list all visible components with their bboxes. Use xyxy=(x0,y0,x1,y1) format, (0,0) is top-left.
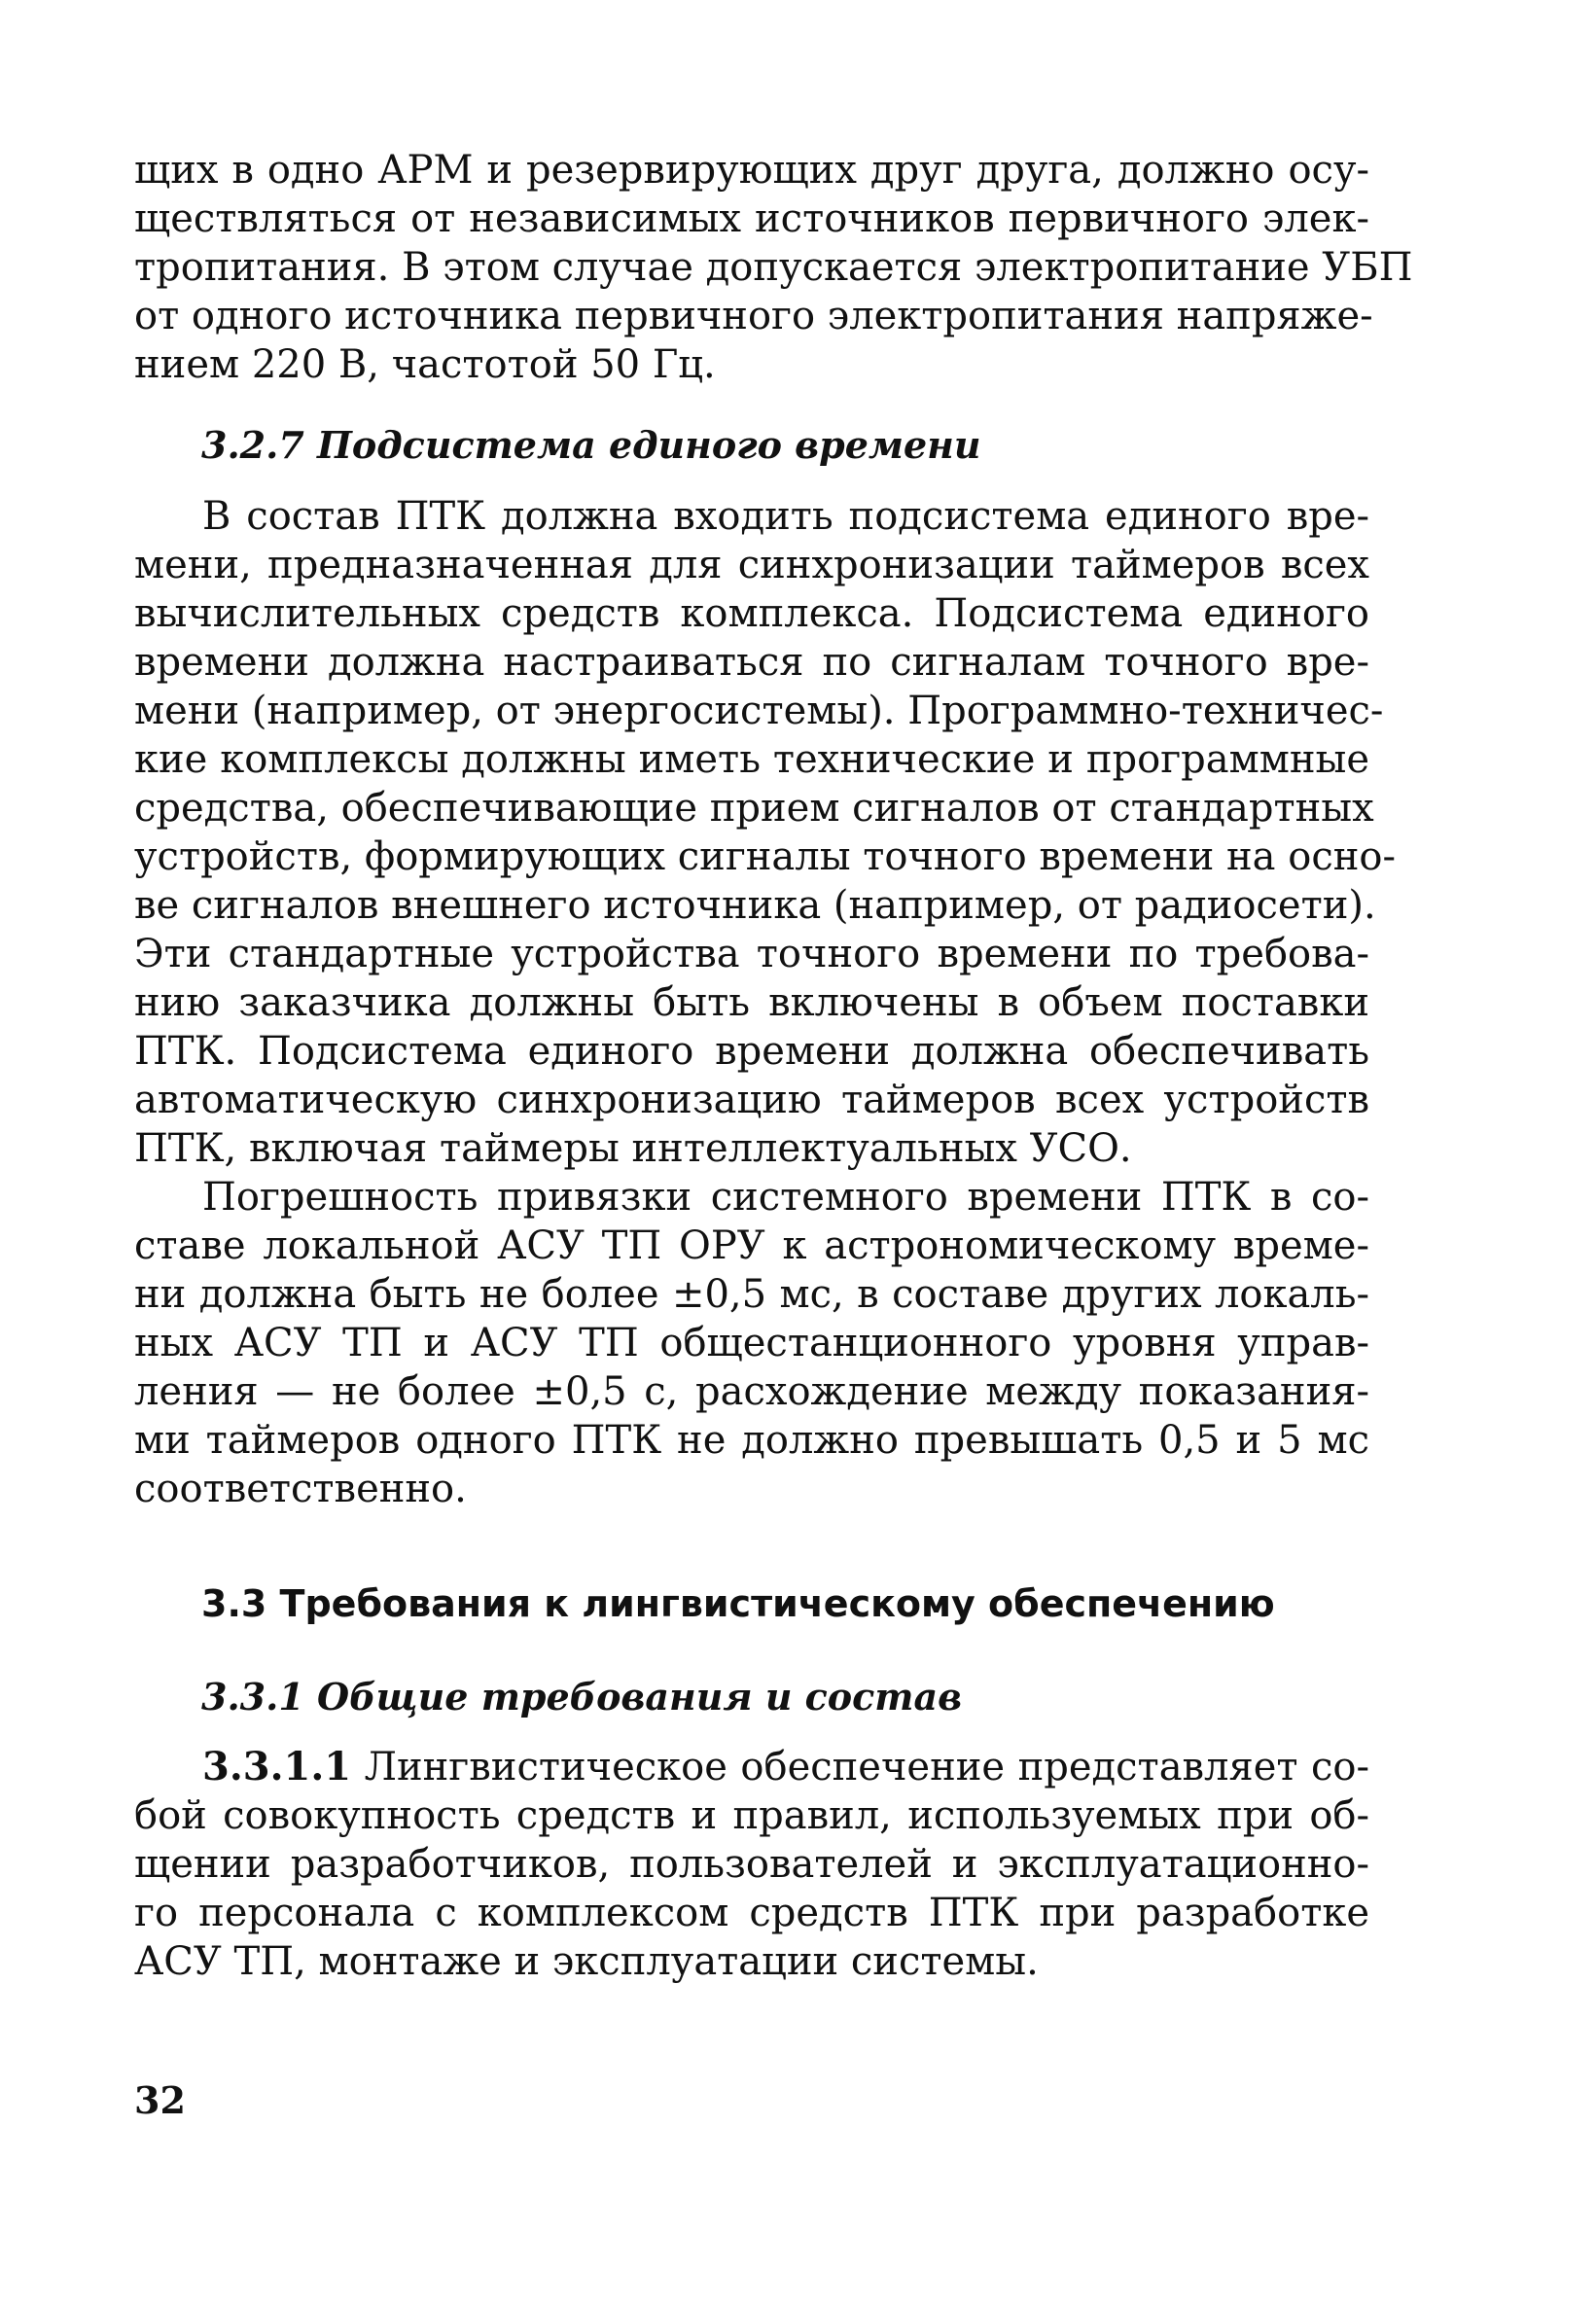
subsection-heading-3-3-1: 3.3.1 Общие требования и состав xyxy=(201,1675,963,1718)
text-line xyxy=(134,1743,1369,1791)
clause-number: 3.3.1.1 xyxy=(202,1744,352,1789)
text-line: устройств, формирующих сигналы точного времени на осно- xyxy=(134,834,1396,879)
section-3-2-7-paragraph-1 xyxy=(134,492,1396,1173)
text-line: от одного источника первичного электропитания напряже- xyxy=(134,294,1373,338)
text-line: ления — не более ±0,5 с, расхождение между показания- xyxy=(134,1369,1369,1414)
text-line: В состав ПТК должна входить подсистема единого вре- xyxy=(202,494,1369,539)
clause-3-3-1-1 xyxy=(134,1743,1369,1986)
text-line: автоматическую синхронизацию таймеров всех устройств xyxy=(134,1078,1369,1122)
text-line: ществляться от независимых источников первичного элек- xyxy=(134,196,1369,241)
text-line: ных АСУ ТП и АСУ ТП общестанционного уровня управ- xyxy=(134,1321,1369,1365)
text-line: нием 220 В, частотой 50 Гц. xyxy=(134,342,716,387)
text-line: щении разработчиков, пользователей и эксплуатационно- xyxy=(134,1842,1369,1887)
text-line: ПТК. Подсистема единого времени должна обеспечивать xyxy=(134,1029,1369,1074)
text-line: тропитания. В этом случае допускается электропитание УБП xyxy=(134,245,1413,290)
text-line: ПТК, включая таймеры интеллектуальных УСО. xyxy=(134,1126,1132,1171)
text-line: Погрешность привязки системного времени ПТК в со- xyxy=(202,1175,1369,1220)
text-line: времени должна настраиваться по сигналам точного вре- xyxy=(134,640,1369,685)
section-3-2-7-paragraph-2 xyxy=(134,1173,1369,1513)
subsection-heading-3-2-7: 3.2.7 Подсистема единого времени xyxy=(201,423,981,467)
intro-paragraph xyxy=(134,146,1413,389)
text-line: го персонала с комплексом средств ПТК при разработке xyxy=(134,1891,1369,1935)
text-line: кие комплексы должны иметь технические и программные xyxy=(134,737,1369,782)
text-line: нию заказчика должны быть включены в объем поставки xyxy=(134,980,1369,1025)
text-line: бой совокупность средств и правил, используемых при об- xyxy=(134,1793,1369,1838)
text-line: Эти стандартные устройства точного времени по требова- xyxy=(134,932,1369,976)
text-line: мени (например, от энергосистемы). Программно-техничес- xyxy=(134,689,1384,733)
text-line: АСУ ТП, монтаже и эксплуатации системы. xyxy=(134,1939,1039,1984)
text-line: мени, предназначенная для синхронизации таймеров всех xyxy=(134,543,1369,587)
text-line: ни должна быть не более ±0,5 мс, в составе других локаль- xyxy=(134,1272,1369,1317)
text-line: ставе локальной АСУ ТП ОРУ к астрономическому време- xyxy=(134,1223,1369,1268)
text-line: щих в одно АРМ и резервирующих друг друга, должно осу- xyxy=(134,148,1369,193)
page-number: 32 xyxy=(134,2078,186,2122)
text-line: соответственно. xyxy=(134,1467,467,1511)
clause-first-line-text: Лингвистическое обеспечение представляет со- xyxy=(351,1745,1369,1789)
text-line: ве сигналов внешнего источника (например, от радиосети). xyxy=(134,883,1376,928)
text-line: вычислительных средств комплекса. Подсистема единого xyxy=(134,591,1369,636)
text-line: ми таймеров одного ПТК не должно превышать 0,5 и 5 мс xyxy=(134,1418,1369,1463)
text-line: средства, обеспечивающие прием сигналов от стандартных xyxy=(134,786,1374,831)
section-heading-3-3: 3.3 Требования к лингвистическому обеспечению xyxy=(201,1582,1275,1625)
